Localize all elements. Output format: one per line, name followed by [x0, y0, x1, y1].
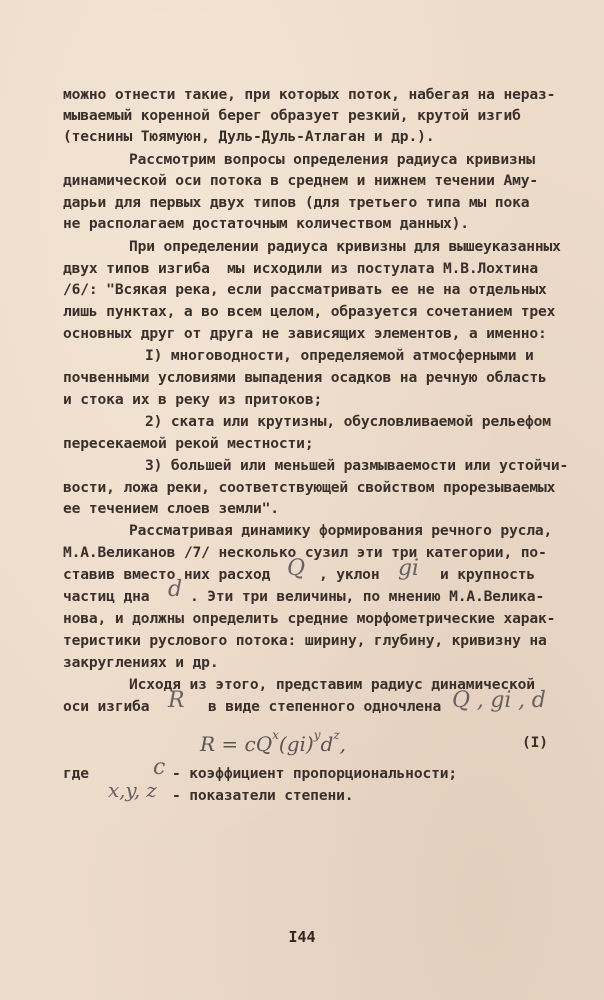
text-line: где	[63, 765, 89, 782]
text-line: оси изгиба	[63, 698, 150, 715]
text-line: /6/: "Всякая река, если рассматривать ее не на отдельных	[63, 281, 547, 298]
symbol-gi: gi	[398, 556, 419, 581]
text-line: вости, ложа реки, соответствующей свойством прорезываемых	[63, 479, 556, 496]
text-line: (теснины Тюямуюн, Дуль-Дуль-Атлаган и др.).	[63, 128, 435, 145]
text-line: М.А.Великанов /7/ несколько сузил эти три категории, по-	[63, 544, 547, 561]
text-line: - показатели степени.	[172, 787, 354, 804]
text-line: закруглениях и др.	[63, 654, 219, 671]
formula-exp-x: x	[272, 728, 279, 742]
text-line: частиц дна	[63, 588, 150, 605]
text-line: почвенными условиями выпадения осадков на речную область	[63, 369, 547, 386]
text-line: и стока их в реку из притоков;	[63, 391, 323, 408]
symbol-R: R	[168, 688, 185, 713]
text-line: Рассматривая динамику формирования речного русла,	[129, 522, 553, 539]
text-line: не располагаем достаточным количеством данных).	[63, 215, 469, 232]
text-line: в виде степенного одночлена	[208, 698, 442, 715]
text-line: лишь пунктах, а во всем целом, образуется сочетанием трех	[63, 303, 556, 320]
formula-exp-z: z	[333, 728, 340, 742]
formula-d: d	[320, 732, 334, 756]
text-line: ставив вместо них расход	[63, 566, 271, 583]
text-line: дарьи для первых двух типов (для третьего типа мы пока	[63, 194, 530, 211]
formula-tail: ,	[339, 732, 347, 756]
text-line: теристики руслового потока: ширину, глубину, кривизну на	[63, 632, 547, 649]
formula-mid: (gi)	[278, 732, 314, 756]
text-line: и крупность	[440, 566, 535, 583]
symbol-list: Q , gi , d	[452, 688, 546, 713]
text-line: пересекаемой рекой местности;	[63, 435, 314, 452]
text-line: 2) ската или крутизны, обусловливаемой рельефом	[145, 413, 551, 430]
text-line: мываемый коренной берег образует резкий, крутой изгиб	[63, 107, 521, 124]
text-line: динамической оси потока в среднем и нижнем течении Аму-	[63, 172, 538, 189]
text-line: Рассмотрим вопросы определения радиуса кривизны	[129, 151, 535, 168]
text-line: 3) большей или меньшей размываемости или устойчи-	[145, 457, 569, 474]
text-line: I) многоводности, определяемой атмосферными и	[145, 347, 534, 364]
text-line: ее течением слоев земли".	[63, 500, 279, 517]
symbol-Q: Q	[287, 556, 305, 581]
equation-1	[200, 728, 346, 756]
text-line: Исходя из этого, представим радиус динамической	[129, 676, 535, 693]
text-line: . Эти три величины, по мнению М.А.Велика-	[190, 588, 545, 605]
text-line: , уклон	[319, 566, 380, 583]
symbol-d: d	[168, 577, 182, 602]
text-line: - коэффициент пропорциональности;	[172, 765, 457, 782]
symbol-c: c	[153, 755, 166, 780]
symbol-xyz: x,y, z	[108, 778, 157, 802]
formula-lhs: R = cQ	[200, 732, 273, 756]
formula-exp-y: y	[313, 728, 321, 742]
text-line: двух типов изгиба мы исходили из постулата М.В.Лохтина	[63, 260, 538, 277]
text-line: При определении радиуса кривизны для вышеуказанных	[129, 238, 561, 255]
text-line: можно отнести такие, при которых поток, набегая на нераз-	[63, 86, 556, 103]
page-number: I44	[288, 928, 316, 946]
text-line: нова, и должны определить средние морфометрические харак-	[63, 610, 556, 627]
text-line: основных друг от друга не зависящих элементов, а именно:	[63, 325, 547, 342]
equation-number: (I)	[522, 734, 548, 751]
